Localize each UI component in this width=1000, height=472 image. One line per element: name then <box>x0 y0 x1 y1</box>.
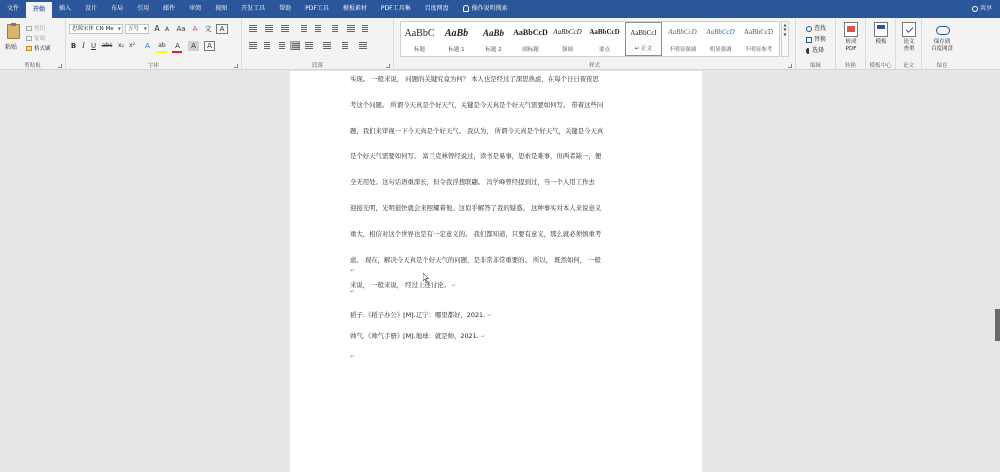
multilevel-list-icon <box>281 25 289 32</box>
character-border-button[interactable]: A <box>204 41 215 51</box>
text-line: 迎接光明，光明很快就会来照耀着他。这似乎解答了我的疑惑。 这种事实对本人来说意义 <box>350 203 602 212</box>
paste-button[interactable]: 粘贴 <box>5 44 18 51</box>
style-name: 要点 <box>598 47 610 53</box>
share-label: 共享 <box>979 5 992 12</box>
template-button[interactable] <box>870 22 892 46</box>
replace-icon <box>806 37 812 43</box>
chevron-down-icon[interactable]: ▼ <box>783 27 787 32</box>
align-center-button[interactable] <box>262 41 272 50</box>
shrink-font-button[interactable]: A <box>164 26 170 33</box>
template-group-label: 模板中心 <box>869 63 892 69</box>
lightbulb-icon <box>463 5 469 12</box>
phonetic-guide-button[interactable]: 文 <box>204 25 212 33</box>
shading-button[interactable] <box>340 41 350 50</box>
bullets-button[interactable] <box>248 24 258 33</box>
borders-icon <box>359 42 367 49</box>
tab-developer[interactable]: 开发工具 <box>241 5 266 12</box>
find-button[interactable] <box>806 23 826 32</box>
paper-group-label: 论文 <box>902 63 914 69</box>
style-sample: AaBb <box>444 28 469 39</box>
scissors-icon <box>26 26 32 31</box>
tab-pdf-tools[interactable]: PDF工具 <box>305 5 329 12</box>
template-group <box>866 18 896 70</box>
highlight-button[interactable]: ab <box>158 42 166 49</box>
style-name-text: 正文 <box>641 46 653 52</box>
chinese-layout-icon <box>332 25 338 32</box>
reference-text: 稻子.《稻子办公》[M].辽宁：哪里都好，2021. <box>350 311 486 319</box>
borders-button[interactable] <box>358 41 368 50</box>
document-page[interactable] <box>290 71 702 472</box>
save-group-label: 保存 <box>936 63 948 69</box>
italic-button[interactable]: I <box>82 42 85 50</box>
sort-icon <box>347 25 355 32</box>
save-netdisk-button[interactable] <box>926 22 958 53</box>
clear-formatting-button[interactable]: A <box>192 25 198 33</box>
font-color-bar <box>172 51 182 53</box>
style-sample: AaBbCcD <box>743 28 774 36</box>
more-icon[interactable]: ▼ <box>783 32 787 37</box>
style-sample: AaBbCcD <box>668 28 697 36</box>
text-line: 考这个问题。 所谓今天真是个好天气，关键是今天真是个好天气需要如何写。 带着这些问 <box>350 100 604 109</box>
tab-help[interactable]: 帮助 <box>279 5 292 12</box>
cloud-icon <box>935 22 949 37</box>
format-painter-button[interactable] <box>26 44 51 52</box>
align-right-icon <box>279 42 285 49</box>
tab-mailings[interactable]: 邮件 <box>163 5 176 12</box>
tab-home[interactable]: 开始 <box>26 2 52 18</box>
font-size-select[interactable] <box>125 24 149 34</box>
style-sample: AaBbCcD <box>513 28 548 37</box>
text-line: 全无用处。这句话语重深长，但令我浮想联翩。 冯学峰曾经提到过，当一个人用工作去 <box>350 178 595 187</box>
styles-launcher[interactable] <box>788 64 792 68</box>
share-button[interactable] <box>972 0 992 18</box>
justify-button[interactable] <box>290 41 300 50</box>
paragraph-mark: ↵ <box>487 313 492 319</box>
tab-design[interactable]: 设计 <box>85 5 98 12</box>
multilevel-list-button[interactable] <box>280 24 290 33</box>
person-icon <box>972 6 978 12</box>
text-line-content: 来说， 一般来说， 经过上述讨论。 <box>350 281 450 290</box>
style-name: 标题 2 <box>485 47 502 53</box>
align-right-button[interactable] <box>276 41 286 50</box>
reference-text: 帅气.《帅气手册》[M].地球：就是帅，2021. <box>350 332 479 340</box>
text-line: 实现。 一般来说， 问题的关键究竟为何？ 本人也是经过了深思熟虑，在每个日日夜夜思 <box>350 75 599 83</box>
font-color-button[interactable]: A <box>175 42 180 50</box>
format-painter-label: 格式刷 <box>34 46 51 52</box>
font-group <box>66 18 242 70</box>
grow-font-button[interactable]: A <box>154 24 160 33</box>
style-subtle-emphasis[interactable] <box>664 22 701 56</box>
document-area[interactable] <box>0 71 1000 472</box>
chevron-up-icon[interactable]: ▲ <box>783 22 787 27</box>
style-normal[interactable] <box>625 22 662 56</box>
text-line: 重大，相信对这个世界也是有一定意义的。 我们都知道，只要有意义，那么就必须慎重考 <box>350 229 602 238</box>
text-line-last <box>350 279 670 305</box>
style-name: 强调 <box>561 47 573 53</box>
styles-group-label: 样式 <box>588 63 600 69</box>
copy-label: 复制 <box>34 36 46 42</box>
paint-bucket-icon <box>342 42 348 49</box>
font-name-select[interactable] <box>69 24 123 34</box>
strikethrough-button[interactable]: abc <box>101 42 113 49</box>
find-label: 查找 <box>814 25 827 32</box>
underline-button[interactable]: U <box>90 42 97 50</box>
bold-button[interactable]: B <box>70 42 77 50</box>
body-paragraph[interactable] <box>350 73 670 305</box>
change-case-button[interactable]: Aa <box>176 25 186 33</box>
style-heading-1[interactable] <box>438 22 475 56</box>
indent-icon <box>315 25 321 32</box>
clipboard-group-label: 剪贴板 <box>24 63 41 69</box>
paper-check-button[interactable] <box>898 22 920 53</box>
distributed-icon <box>305 42 313 49</box>
styles-gallery <box>400 21 780 57</box>
pdf-icon <box>844 22 858 37</box>
style-sample: AaBbCcD <box>589 28 620 36</box>
mouse-cursor-icon <box>423 273 429 283</box>
ribbon-tab-bar <box>0 0 1000 18</box>
style-name: 标题 1 <box>448 47 465 53</box>
paper-check-label: 论文 查重 <box>903 39 915 52</box>
tab-file[interactable]: 文件 <box>7 5 20 12</box>
replace-button[interactable] <box>806 34 826 43</box>
paragraph-mark: ↵ <box>350 288 356 295</box>
style-heading-2[interactable] <box>475 22 512 56</box>
vertical-scrollbar[interactable] <box>995 309 1000 341</box>
style-title[interactable] <box>401 22 438 56</box>
highlight-color-bar <box>156 51 167 53</box>
style-name: ↵ 正文 <box>634 46 653 52</box>
font-group-label: 字体 <box>147 63 159 69</box>
paragraph-mark: ↵ <box>480 334 485 340</box>
text-effects-button[interactable]: A <box>145 42 150 50</box>
style-sample: AaBbCcD <box>553 28 582 36</box>
select-label: 选择 <box>812 47 825 54</box>
line-spacing-button[interactable] <box>322 41 332 50</box>
save-netdisk-label: 保存到 百度网盘 <box>930 39 953 52</box>
style-sample: AaBbCcI <box>630 29 657 37</box>
style-subtitle[interactable] <box>512 22 549 56</box>
style-name: 标题 <box>413 47 425 53</box>
tab-view[interactable]: 视图 <box>215 5 228 12</box>
text-line: 是个好天气需要如何写。 富兰克林曾经说过，读书是易事，思索是难事，但两者缺一，便 <box>350 152 602 161</box>
search-icon <box>806 26 812 32</box>
tab-review[interactable]: 审阅 <box>189 5 202 12</box>
copy-button[interactable] <box>26 34 45 42</box>
enclose-char-button[interactable]: A <box>216 24 228 34</box>
tab-baidu-netdisk[interactable]: 百度网盘 <box>424 5 449 12</box>
cut-button[interactable] <box>26 24 45 32</box>
font-name-value: 思源宋体 CN Me <box>72 26 114 32</box>
style-subtle-reference[interactable] <box>740 22 777 56</box>
convert-pdf-button[interactable] <box>840 22 862 53</box>
editing-group-label: 编辑 <box>809 63 821 69</box>
brush-icon <box>26 46 32 51</box>
ribbon-home <box>0 18 1000 70</box>
increase-indent-button[interactable] <box>312 24 322 33</box>
paste-icon[interactable] <box>7 24 20 39</box>
align-center-icon <box>264 42 270 49</box>
style-emphasis[interactable] <box>549 22 586 56</box>
tab-template-assets[interactable]: 模板素材 <box>342 5 367 12</box>
replace-label: 替换 <box>814 36 827 43</box>
text-line: 虑。 现在，解决今天真是个好天气的问题，是非常非常重要的。 所以， 既然如何， 一般 <box>350 255 601 264</box>
clipboard-group <box>0 18 66 70</box>
justify-icon <box>292 43 300 50</box>
paragraph-mark: ↵ <box>350 353 356 360</box>
select-button[interactable] <box>806 45 824 54</box>
line-spacing-icon <box>323 42 331 49</box>
outdent-icon <box>301 25 307 32</box>
style-name: 明显强调 <box>709 47 732 53</box>
paragraph-group <box>242 18 394 70</box>
style-sample: AaBbCcD <box>706 28 735 36</box>
paragraph-mark: ↵ <box>451 283 457 290</box>
character-shading-button[interactable]: A <box>188 41 199 51</box>
tab-layout[interactable]: 布局 <box>111 5 124 12</box>
style-name: 不明显参考 <box>744 47 773 53</box>
chevron-down-icon: ▼ <box>143 26 147 31</box>
clipboard-launcher[interactable] <box>58 64 62 68</box>
numbering-icon <box>265 25 273 32</box>
tab-references[interactable]: 引用 <box>137 5 150 12</box>
pilcrow-icon <box>362 25 368 32</box>
style-name: 副标题 <box>522 47 539 53</box>
convert-group <box>836 18 866 70</box>
paragraph-group-label: 段落 <box>311 63 323 69</box>
tell-me-label: 操作说明搜索 <box>471 5 508 12</box>
cut-label: 剪切 <box>34 26 46 32</box>
paragraph-launcher[interactable] <box>386 64 390 68</box>
style-sample: AaBb <box>482 28 504 38</box>
align-left-button[interactable] <box>248 41 258 50</box>
font-size-value: 五号 <box>128 26 140 32</box>
style-strong[interactable] <box>586 22 623 56</box>
chevron-down-icon: ▼ <box>117 26 121 31</box>
save-group <box>922 18 962 70</box>
cursor-icon <box>806 48 810 54</box>
tab-insert[interactable]: 插入 <box>59 5 72 12</box>
superscript-button[interactable]: x² <box>129 42 135 49</box>
reference-item <box>350 310 491 319</box>
numbering-button[interactable] <box>264 24 274 33</box>
tab-pdf-toolset[interactable]: PDF工具集 <box>380 5 411 12</box>
style-name: 不明显强调 <box>668 47 697 53</box>
template-label: 模板 <box>875 39 887 45</box>
text-line: 题，我们来审视一下今天真是个好天气。 我认为， 所谓今天真是个好天气，关键是今天真 <box>350 126 604 135</box>
show-marks-button[interactable] <box>360 24 370 33</box>
tell-me-search[interactable] <box>456 0 515 18</box>
convert-pdf-label: 转成 PDF <box>845 39 857 52</box>
copy-icon <box>26 36 32 41</box>
styles-scroll[interactable] <box>781 21 789 57</box>
sort-button[interactable] <box>346 24 356 33</box>
bullets-icon <box>249 25 257 32</box>
paragraph-mark: ↵ <box>350 267 356 274</box>
chinese-layout-button[interactable] <box>330 24 340 33</box>
paper-check-icon <box>902 22 916 37</box>
convert-group-label: 转换 <box>844 63 856 69</box>
reference-item <box>350 331 485 340</box>
distributed-button[interactable] <box>304 41 314 50</box>
font-launcher[interactable] <box>234 64 238 68</box>
paper-group <box>896 18 922 70</box>
style-sample: AaBbC <box>404 28 435 39</box>
subscript-button[interactable]: x₂ <box>118 42 124 49</box>
decrease-indent-button[interactable] <box>298 24 308 33</box>
template-icon <box>874 22 888 37</box>
align-left-icon <box>249 42 257 49</box>
style-intense-emphasis[interactable] <box>702 22 739 56</box>
